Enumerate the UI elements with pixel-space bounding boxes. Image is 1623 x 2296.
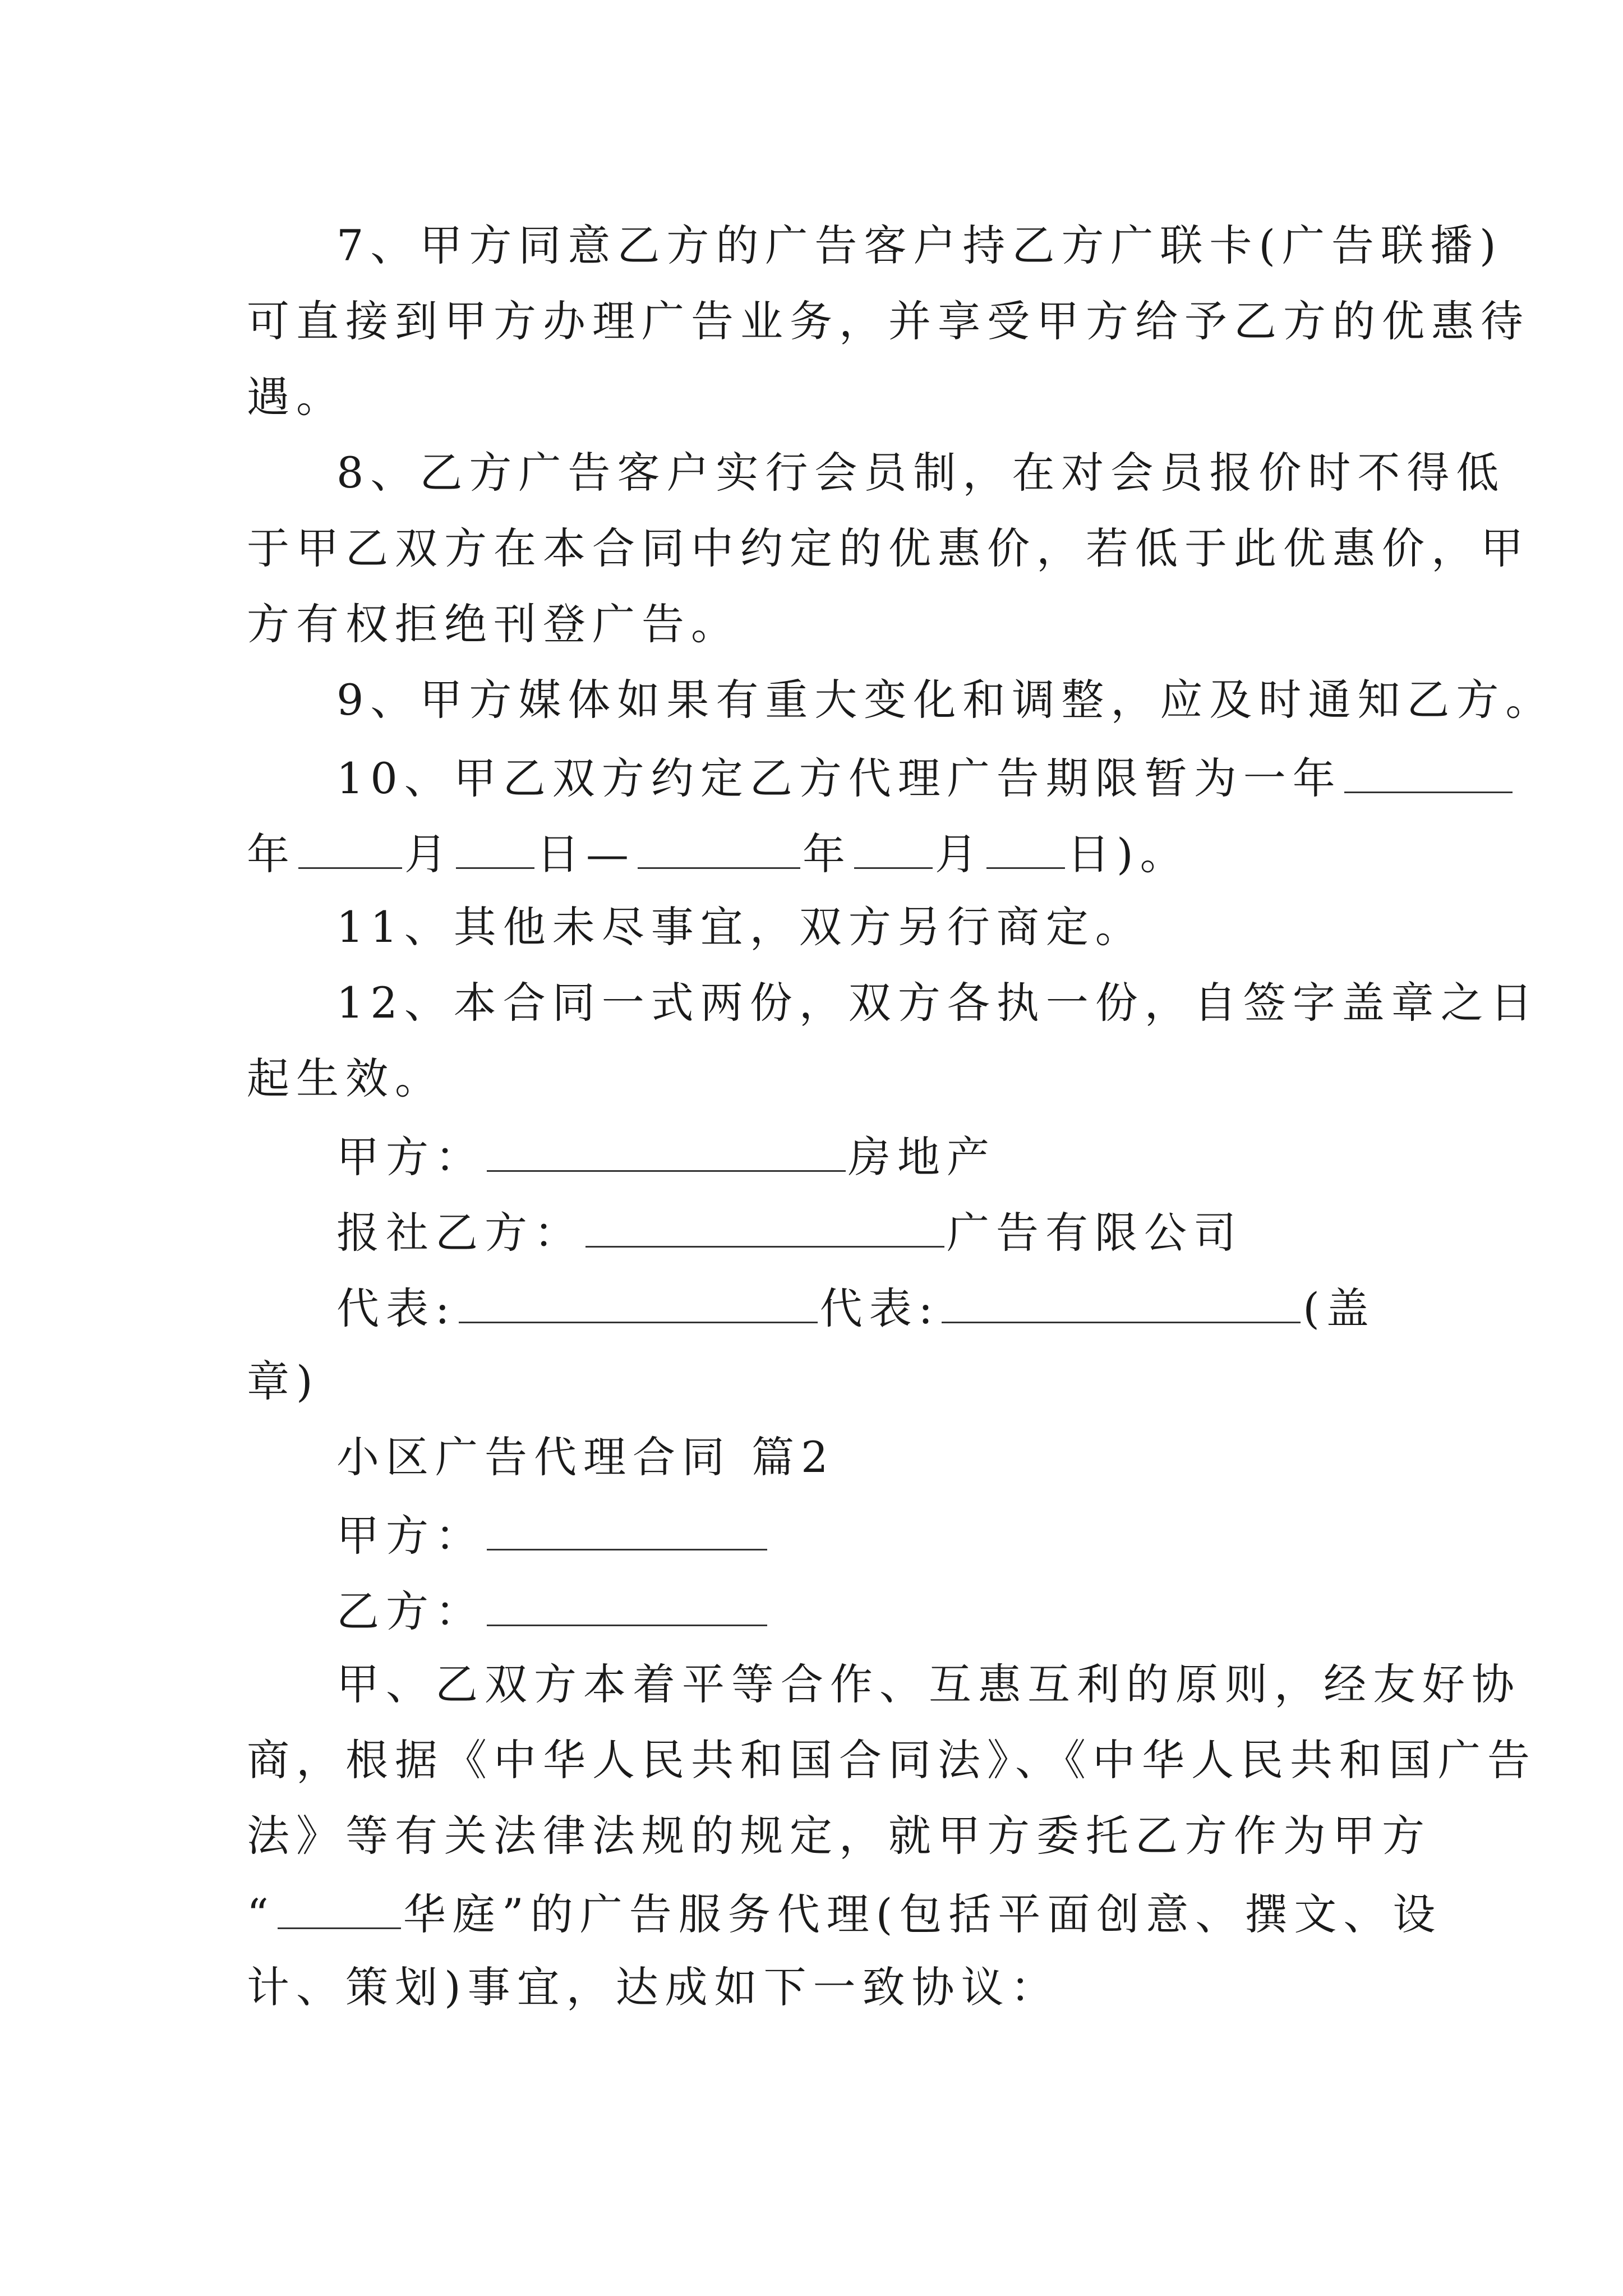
seal-label-start: (盖	[1303, 1283, 1376, 1333]
blank-field	[487, 1133, 846, 1172]
blank-field	[459, 1285, 818, 1323]
open-quote: “	[247, 1889, 275, 1939]
blank-field	[456, 830, 534, 869]
clause-12-line-2: 起生效。	[247, 1053, 444, 1103]
clause-10-text: 10、甲乙双方约定乙方代理广告期限暂为一年	[336, 753, 1342, 803]
year-label: 年	[803, 829, 852, 879]
preamble-line-2: 商，根据《中华人民共和国合同法》、《中华人民共和国广告	[247, 1735, 1537, 1785]
party-a-line	[336, 1511, 769, 1561]
party-b-label: 乙方：	[336, 1586, 485, 1636]
party-a-label: 甲方：	[336, 1511, 485, 1561]
party-b-signature-line	[336, 1208, 1243, 1258]
day-label: 日—	[537, 829, 635, 879]
clause-10-line-1	[336, 753, 1515, 803]
blank-field	[986, 830, 1065, 869]
clause-8-line-2: 于甲乙双方在本合同中约定的优惠价，若低于此优惠价，甲	[247, 523, 1530, 573]
blank-field	[854, 830, 933, 869]
party-a-signature-line	[336, 1132, 996, 1182]
month-label: 月	[935, 829, 984, 879]
clause-7-line-3: 遇。	[247, 372, 345, 422]
clause-11-line-1: 11、其他未尽事宜，双方另行商定。	[336, 902, 1145, 952]
preamble-line-4-text: 华庭”的广告服务代理(包括平面创意、撰文、设	[403, 1889, 1442, 1939]
party-a-label: 甲方：	[336, 1132, 485, 1182]
preamble-line-4	[247, 1889, 1442, 1939]
clause-7-line-1: 7、甲方同意乙方的广告客户持乙方广联卡(广告联播)	[336, 220, 1503, 270]
representative-b-label: 代表:	[819, 1283, 940, 1333]
blank-field	[487, 1512, 767, 1550]
blank-field	[487, 1588, 767, 1626]
representative-a-label: 代表:	[336, 1283, 457, 1333]
party-a-suffix: 房地产	[848, 1132, 996, 1182]
clause-10-line-2	[247, 829, 1189, 879]
clause-9-line-1: 9、甲方媒体如果有重大变化和调整，应及时通知乙方。	[336, 675, 1555, 725]
party-b-line	[336, 1586, 769, 1636]
day-label-end: 日)。	[1067, 829, 1189, 879]
blank-field	[298, 830, 402, 869]
clause-7-line-2: 可直接到甲方办理广告业务，并享受甲方给予乙方的优惠待	[247, 296, 1530, 346]
blank-field	[278, 1890, 401, 1929]
blank-field	[585, 1209, 944, 1248]
representative-line	[336, 1283, 1376, 1333]
year-label: 年	[247, 829, 296, 879]
clause-8-line-1: 8、乙方广告客户实行会员制，在对会员报价时不得低	[336, 448, 1506, 498]
seal-label-end: 章)	[247, 1356, 320, 1406]
clause-8-line-3: 方有权拒绝刊登广告。	[247, 599, 740, 649]
clause-12-line-1: 12、本合同一式两份，双方各执一份，自签字盖章之日	[336, 978, 1539, 1028]
preamble-line-5: 计、策划)事宜，达成如下一致协议：	[247, 1962, 1060, 2012]
section-title: 小区广告代理合同 篇2	[336, 1432, 835, 1482]
blank-field	[1344, 754, 1513, 793]
preamble-line-3: 法》等有关法律法规的规定，就甲方委托乙方作为甲方	[247, 1811, 1431, 1861]
month-label: 月	[404, 829, 454, 879]
blank-field	[942, 1285, 1301, 1323]
party-b-suffix: 广告有限公司	[947, 1208, 1243, 1258]
party-b-label: 报社乙方：	[336, 1208, 583, 1258]
preamble-line-1: 甲、乙双方本着平等合作、互惠互利的原则，经友好协	[336, 1659, 1521, 1709]
blank-field	[638, 830, 800, 869]
